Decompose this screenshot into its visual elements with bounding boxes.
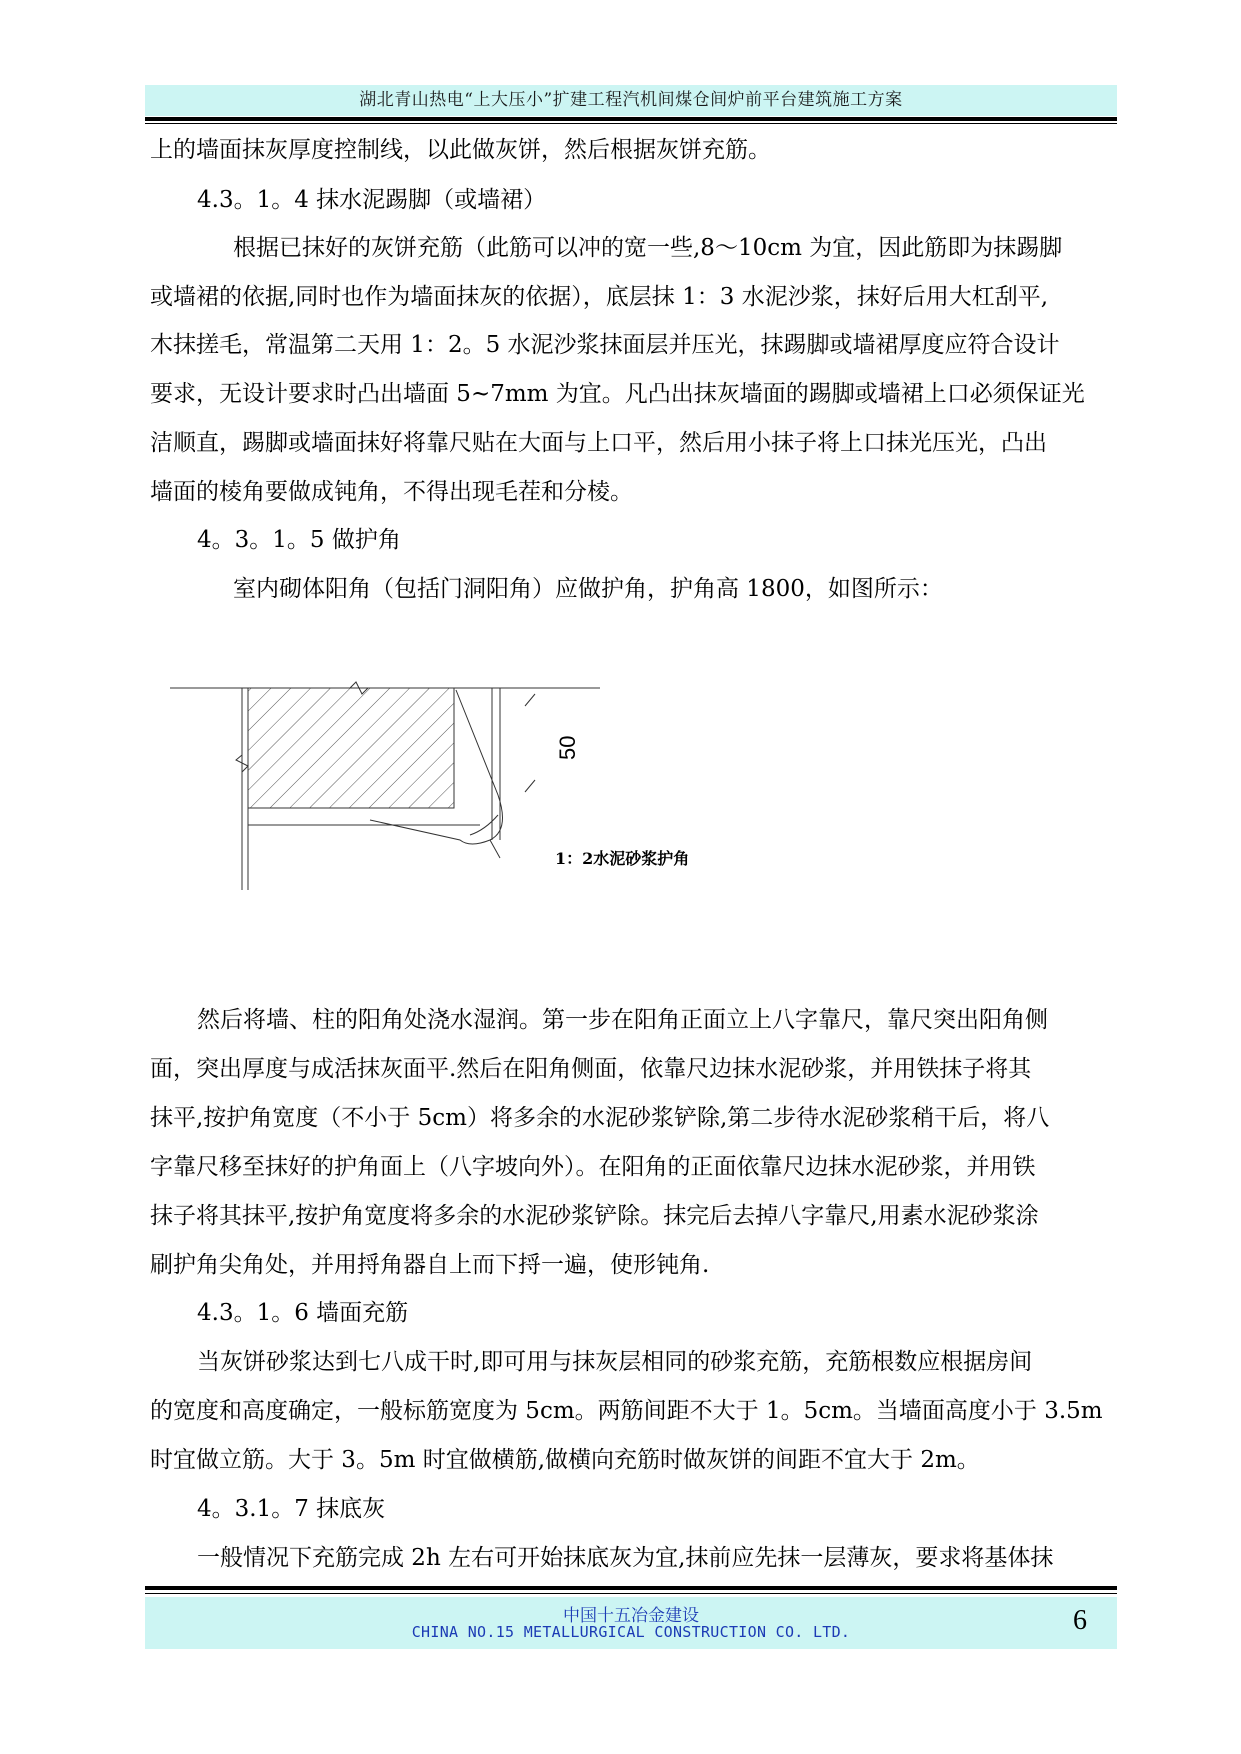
section-heading: 4.3。1。4 抹水泥踢脚（或墙裙） xyxy=(197,187,547,213)
footer-rule xyxy=(145,1586,1117,1590)
paragraph-line: 木抹搓毛，常温第二天用 1：2。5 水泥沙浆抹面层并压光，抹踢脚或墙裙厚度应符合设计 xyxy=(150,332,1060,358)
page-footer xyxy=(145,1597,1117,1649)
header-rule xyxy=(145,117,1117,121)
paragraph-line: 室内砌体阳角（包括门洞阳角）应做护角，护角高 1800，如图所示： xyxy=(233,576,943,602)
paragraph-line: 一般情况下充筋完成 2h 左右可开始抹底灰为宜,抹前应先抹一层薄灰，要求将基体抹 xyxy=(197,1545,1054,1571)
dimension-label: 50 xyxy=(555,735,580,760)
paragraph-line: 或墙裙的依据,同时也作为墙面抹灰的依据），底层抹 1：3 水泥沙浆，抹好后用大杠刮平, xyxy=(150,284,1049,310)
paragraph-line: 根据已抹好的灰饼充筋（此筋可以冲的宽一些,8～10cm 为宜，因此筋即为抹踢脚 xyxy=(233,235,1063,261)
masonry-block xyxy=(248,688,454,808)
paragraph-line: 抹平,按护角宽度（不小于 5cm）将多余的水泥砂浆铲除,第二步待水泥砂浆稍干后，将八 xyxy=(150,1105,1050,1131)
paragraph-line: 字靠尺移至抹好的护角面上（八字坡向外）。在阳角的正面依靠尺边抹水泥砂浆，并用铁 xyxy=(150,1154,1036,1180)
company-name-cn: 中国十五冶金建设 xyxy=(563,1606,699,1626)
paragraph-line: 刷护角尖角处，并用捋角器自上而下捋一遍，使形钝角. xyxy=(150,1252,710,1278)
paragraph-line: 的宽度和高度确定，一般标筋宽度为 5cm。两筋间距不大于 1。5cm。当墙面高度小于 3.5m xyxy=(150,1398,1103,1424)
paragraph-line: 洁顺直，踢脚或墙面抹好将靠尺贴在大面与上口平，然后用小抹子将上口抹光压光，凸出 xyxy=(150,430,1047,456)
section-heading: 4。3。1。5 做护角 xyxy=(197,527,401,553)
company-name-en: CHINA NO.15 METALLURGICAL CONSTRUCTION CO. LTD. xyxy=(411,1623,851,1641)
paragraph-line: 然后将墙、柱的阳角处浇水湿润。第一步在阳角正面立上八字靠尺，靠尺突出阳角侧 xyxy=(197,1007,1048,1033)
page-header: 湖北青山热电“上大压小”扩建工程汽机间煤仓间炉前平台建筑施工方案 xyxy=(145,85,1117,116)
paragraph-line: 抹子将其抹平,按护角宽度将多余的水泥砂浆铲除。抹完后去掉八字靠尺,用素水泥砂浆涂 xyxy=(150,1203,1039,1229)
paragraph-line: 时宜做立筋。大于 3。5m 时宜做横筋,做横向充筋时做灰饼的间距不宜大于 2m。 xyxy=(150,1447,980,1473)
paragraph-line: 当灰饼砂浆达到七八成干时,即可用与抹灰层相同的砂浆充筋，充筋根数应根据房间 xyxy=(197,1349,1033,1375)
section-heading: 4.3。1。6 墙面充筋 xyxy=(197,1300,409,1326)
figure-label: 1：2水泥砂浆护角 xyxy=(555,849,690,868)
paragraph-line: 上的墙面抹灰厚度控制线，以此做灰饼，然后根据灰饼充筋。 xyxy=(150,137,771,163)
paragraph-line: 墙面的棱角要做成钝角，不得出现毛茬和分棱。 xyxy=(150,479,633,505)
paragraph-line: 要求，无设计要求时凸出墙面 5~7mm 为宜。凡凸出抹灰墙面的踢脚或墙裙上口必须保证光 xyxy=(150,381,1085,407)
header-rule-thin xyxy=(145,123,1117,124)
footer-rule-thin xyxy=(145,1593,1117,1594)
paragraph-line: 面，突出厚度与成活抹灰面平.然后在阳角侧面，依靠尺边抹水泥砂浆，并用铁抹子将其 xyxy=(150,1056,1032,1082)
section-heading: 4。3.1。7 抹底灰 xyxy=(197,1496,386,1522)
page-number: 6 xyxy=(1073,1605,1087,1636)
